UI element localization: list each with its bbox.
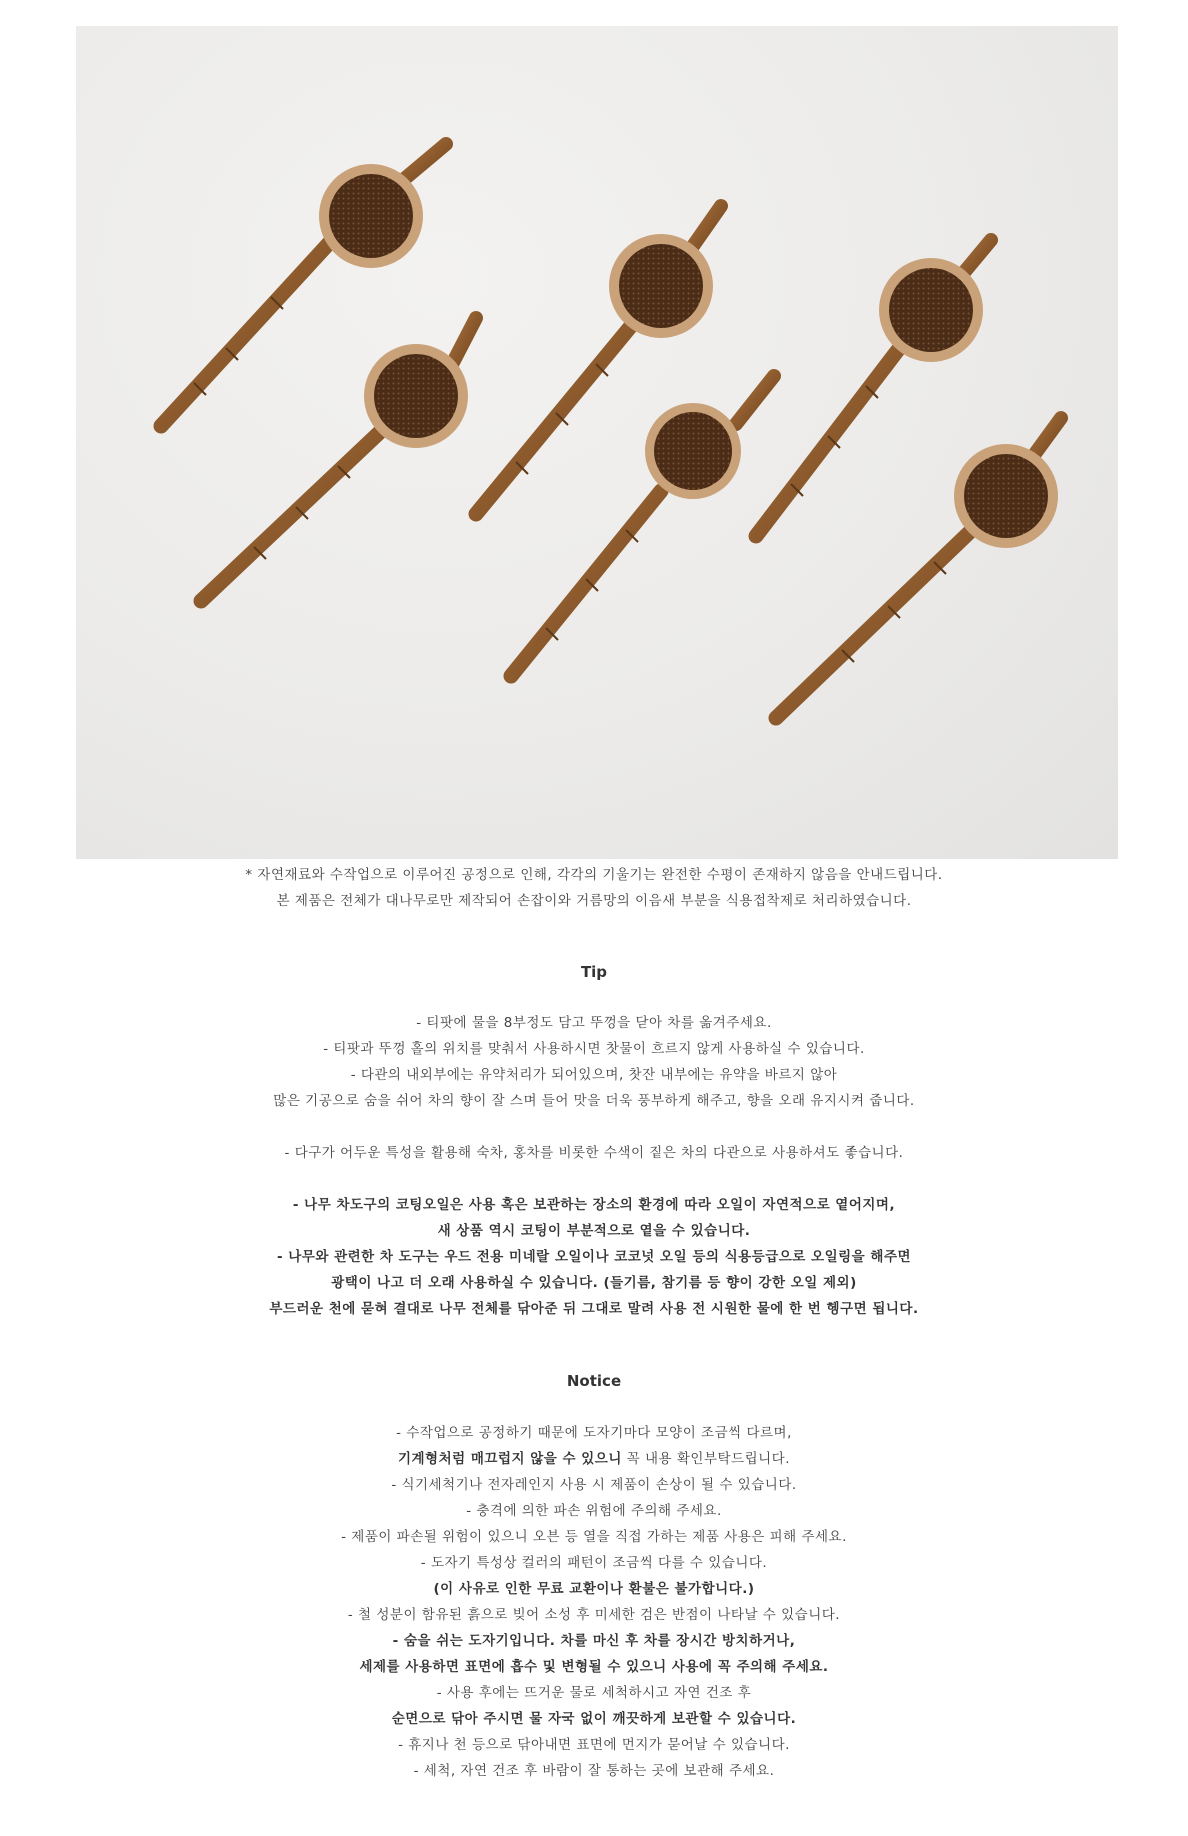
tip-line: - 티팟에 물을 8부정도 담고 뚜껑을 닫아 차를 옮겨주세요. <box>416 1015 772 1031</box>
tip-line: - 다구가 어두운 특성을 활용해 숙차, 홍차를 비롯한 수색이 짙은 차의 다관으로 사용하셔도 좋습니다. <box>284 1145 904 1161</box>
tip-line: 많은 기공으로 숨을 쉬어 차의 향이 잘 스며 들어 맛을 더욱 풍부하게 해주고, 향을 오래 유지시켜 줍니다. <box>273 1093 915 1109</box>
notice-line: - 도자기 특성상 컬러의 패턴이 조금씩 다를 수 있습니다. <box>420 1555 768 1571</box>
product-photo <box>76 26 1118 859</box>
notice-line: - 철 성분이 함유된 흙으로 빚어 소성 후 미세한 검은 반점이 나타날 수 있습니다. <box>347 1607 841 1623</box>
tip-line: - 티팟과 뚜껑 홀의 위치를 맞춰서 사용하시면 찻물이 흐르지 않게 사용하실 수 있습니다. <box>323 1041 865 1057</box>
tip-line: - 다관의 내외부에는 유약처리가 되어있으며, 찻잔 내부에는 유약을 바르지 않아 <box>350 1067 838 1083</box>
notice-line: - 수작업으로 공정하기 때문에 도자기마다 모양이 조금씩 다르며, <box>396 1425 792 1441</box>
notice-line-bold: - 숨을 쉬는 도자기입니다. 차를 마신 후 차를 장시간 방치하거나, <box>392 1633 796 1649</box>
photo-caption <box>0 862 1188 914</box>
notice-line: - 충격에 의한 파손 위험에 주의해 주세요. <box>466 1503 722 1519</box>
notice-text: 꼭 내용 확인부탁드립니다. <box>621 1451 791 1467</box>
notice-line <box>0 1446 1188 1472</box>
tip-line-bold: 새 상품 역시 코팅이 부분적으로 옅을 수 있습니다. <box>437 1223 751 1239</box>
caption-line: * 자연재료와 수작업으로 이루어진 공정으로 인해, 각각의 기울기는 완전한 수평이 존재하지 않음을 안내드립니다. <box>245 867 943 883</box>
notice-line: - 휴지나 천 등으로 닦아내면 표면에 먼지가 묻어날 수 있습니다. <box>398 1737 790 1753</box>
bamboo-strainers-illustration <box>76 26 1118 859</box>
tip-title: Tip <box>580 963 608 981</box>
notice-line: - 식기세척기나 전자레인지 사용 시 제품이 손상이 될 수 있습니다. <box>391 1477 797 1493</box>
tip-line-bold: - 나무 차도구의 코팅오일은 사용 혹은 보관하는 장소의 환경에 따라 오일이 자연적으로 옅어지며, <box>292 1197 896 1213</box>
notice-line-bold: 순면으로 닦아 주시면 물 자국 없이 깨끗하게 보관할 수 있습니다. <box>391 1711 797 1727</box>
notice-line: - 사용 후에는 뜨거운 물로 세척하시고 자연 건조 후 <box>436 1685 752 1701</box>
tip-content <box>0 1010 1188 1322</box>
notice-bold-text: 기계형처럼 매끄럽지 않을 수 있으니 <box>397 1451 622 1467</box>
notice-line: - 제품이 파손될 위험이 있으니 오븐 등 열을 직접 가하는 제품 사용은 피해 주세요. <box>341 1529 847 1545</box>
notice-line: - 세척, 자연 건조 후 바람이 잘 통하는 곳에 보관해 주세요. <box>413 1763 775 1779</box>
tip-line-bold: 광택이 나고 더 오래 사용하실 수 있습니다. (들기름, 참기름 등 향이 강한 오일 제외) <box>331 1275 857 1291</box>
strainer-2 <box>201 318 476 601</box>
caption-line: 본 제품은 전체가 대나무로만 제작되어 손잡이와 거름망의 이음새 부분을 식용접착제로 처리하였습니다. <box>276 893 912 909</box>
notice-content <box>0 1420 1188 1784</box>
notice-line-bold: 세제를 사용하면 표면에 흡수 및 변형될 수 있으니 사용에 꼭 주의해 주세요. <box>359 1659 829 1675</box>
tip-line-bold: 부드러운 천에 묻혀 결대로 나무 전체를 닦아준 뒤 그대로 말려 사용 전 시원한 물에 한 번 헹구면 됩니다. <box>269 1301 919 1317</box>
tip-line-bold: - 나무와 관련한 차 도구는 우드 전용 미네랄 오일이나 코코넛 오일 등의 식용등급으로 오일링을 해주면 <box>276 1249 912 1265</box>
notice-line-bold: (이 사유로 인한 무료 교환이나 환불은 불가합니다.) <box>433 1581 755 1597</box>
notice-title: Notice <box>566 1372 622 1390</box>
